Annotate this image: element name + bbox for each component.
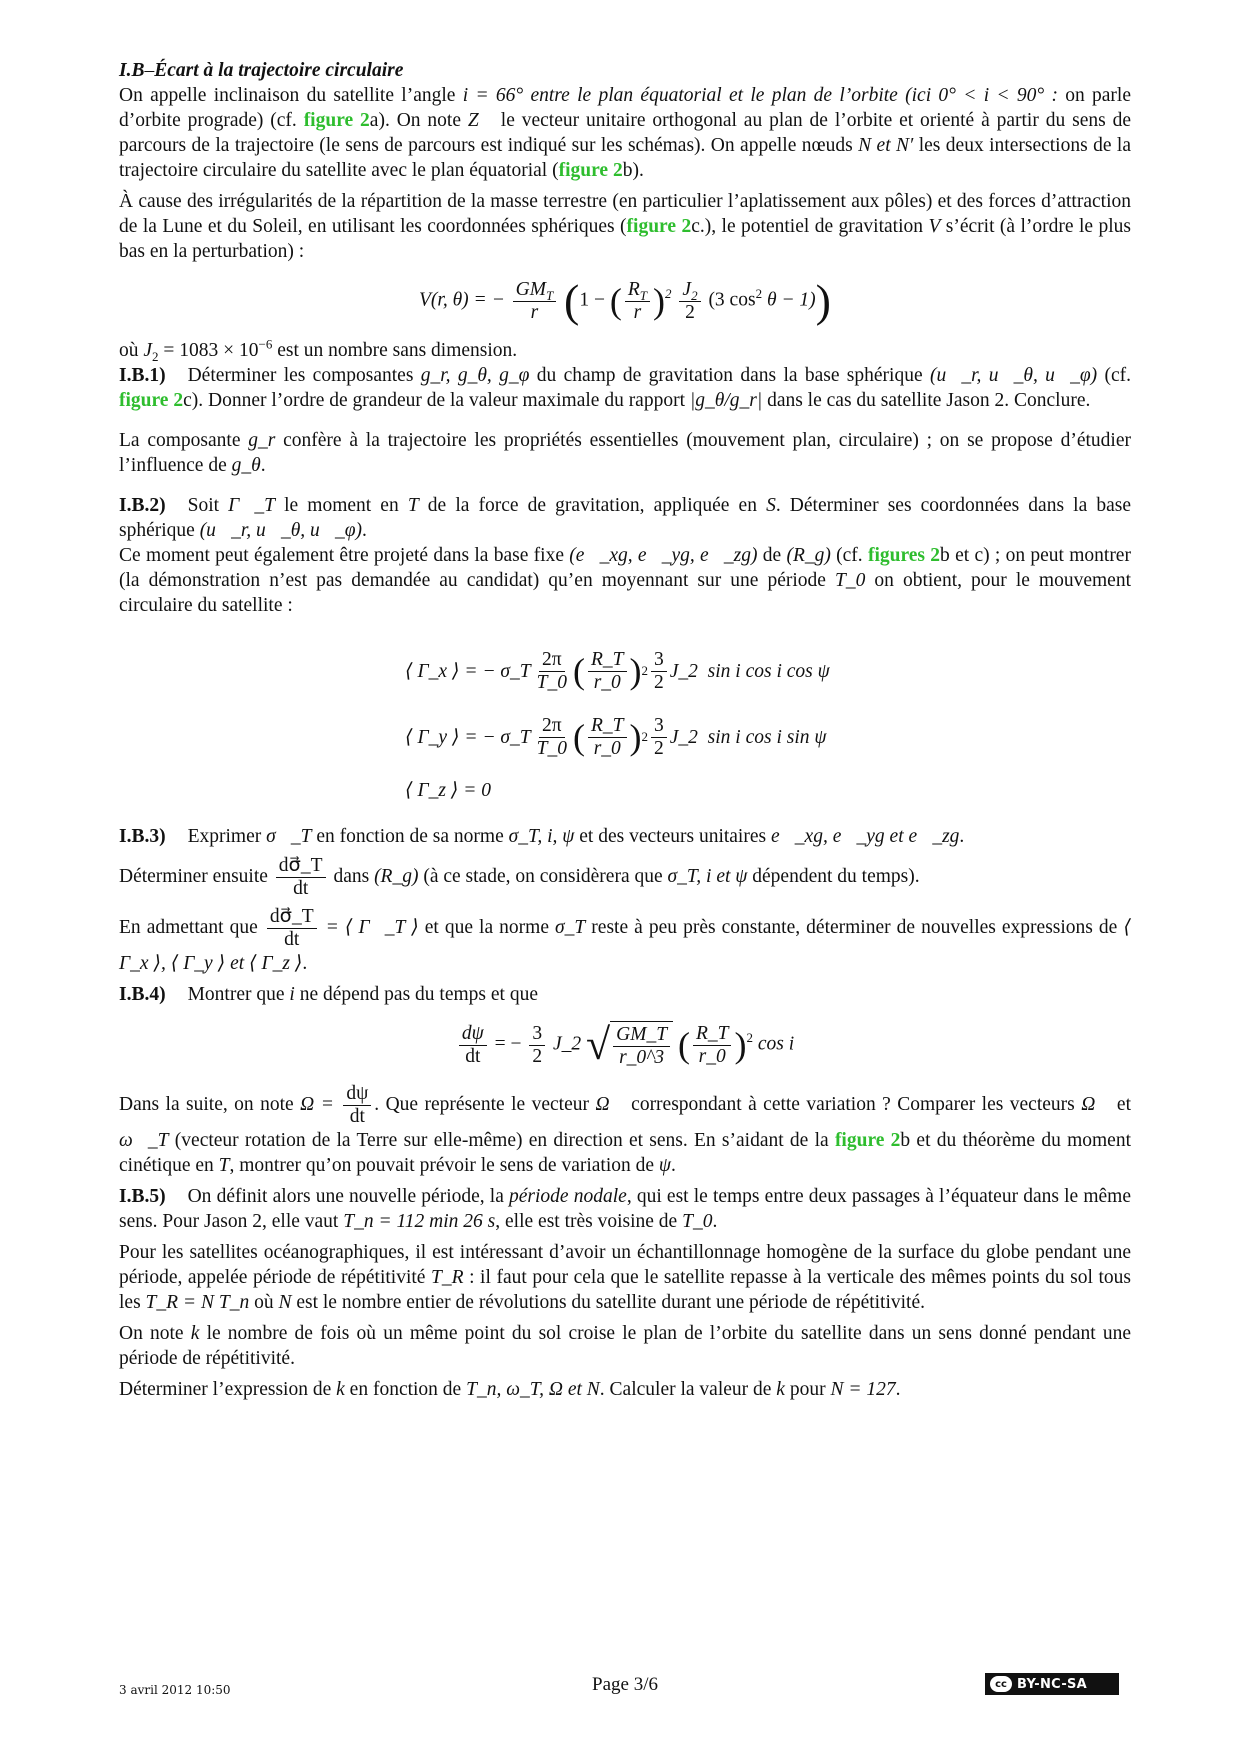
math-inline: σ_T bbox=[555, 916, 586, 938]
math-inline: ⟨ Γ_x ⟩, ⟨ Γ_y ⟩ et ⟨ Γ_z ⟩ bbox=[119, 916, 1131, 974]
fraction bbox=[513, 279, 557, 324]
math-inline: (e⃗_xg, e⃗_yg, e⃗_zg) bbox=[569, 545, 758, 566]
text: Exprimer bbox=[187, 826, 267, 847]
eq-part: r bbox=[530, 301, 539, 323]
math-inline: V bbox=[928, 216, 941, 237]
equation-gamma-block bbox=[405, 638, 1131, 810]
math-inline: T bbox=[407, 495, 419, 516]
figure-link[interactable]: figure 2 bbox=[558, 160, 623, 181]
text: c). Donner l’ordre de grandeur de la valeur maximale du rapport bbox=[183, 390, 690, 411]
text: dépendent du temps). bbox=[747, 865, 920, 887]
paragraph-admettant bbox=[119, 906, 1131, 976]
section-label: I.B bbox=[119, 60, 145, 81]
text: . bbox=[302, 953, 308, 974]
text: On définit alors une nouvelle période, la bbox=[187, 1186, 510, 1207]
math-inline: (R_g) bbox=[374, 865, 419, 887]
text: . Déterminer ses coordonnées dans la base sphérique bbox=[119, 495, 1131, 541]
paragraph-omega bbox=[119, 1083, 1131, 1178]
figure-link[interactable]: figure 2 bbox=[626, 216, 692, 237]
equation-dpsi: $\frac{d\psi}{dt}$ = − $\frac{3}{2}$ J_2 √ $\frac{GM\_T}{r\_0\^{}3}$ ( $\frac{R\_T}{r\_0}$ )$^2$ cos i bbox=[119, 1021, 1131, 1069]
text: pour bbox=[784, 1379, 831, 1400]
math-inline: i = 66° entre le plan équatorial et le plan de l’orbite (ici 0° < i < 90° : bbox=[462, 85, 1058, 106]
text: Pour les satellites océanographiques, il est intéressant d’avoir un échantillonnage homogène de la surface du globe pendant une période, appelée période de répétitivité bbox=[119, 1242, 1131, 1288]
paragraph-repetitivite bbox=[119, 1240, 1131, 1315]
text: Déterminer ensuite bbox=[119, 865, 273, 887]
math-inline: (R_g) bbox=[786, 545, 831, 566]
eq-part: R_T bbox=[693, 1023, 732, 1046]
eq-part: 2π bbox=[539, 715, 565, 738]
fraction bbox=[343, 1083, 371, 1128]
footer-date: 3 avril 2012 10:50 bbox=[119, 1683, 231, 1697]
math-inline: Ω = bbox=[300, 1093, 341, 1115]
eq-part: R_T bbox=[588, 715, 627, 738]
text: Montrer que bbox=[187, 984, 290, 1005]
eq-part: V(r, θ) = − bbox=[419, 289, 505, 311]
math-inline: T_0 bbox=[835, 570, 866, 591]
text-italic: période nodale bbox=[509, 1186, 627, 1207]
equation-gamma-z bbox=[405, 770, 1131, 810]
text: (à ce stade, on considèrera que bbox=[418, 865, 668, 887]
eq-part: 2 bbox=[654, 671, 664, 693]
math-inline: S bbox=[766, 495, 776, 516]
math-inline: Γ⃗_T bbox=[228, 495, 275, 516]
paragraph-k-expression bbox=[119, 1377, 1131, 1402]
eq-part: 2 bbox=[755, 285, 763, 301]
math-inline: (u⃗_r, u⃗_θ, u⃗_φ) bbox=[199, 520, 362, 541]
text: = 1083 × 10 bbox=[158, 340, 259, 361]
math-inline: |g_θ/g_r| bbox=[689, 390, 763, 411]
text: , qui est le temps entre deux passages à l’équateur dans le même sens. Pour Jason 2, elle vaut bbox=[119, 1186, 1131, 1232]
question-label: I.B.3) bbox=[119, 826, 166, 847]
fraction bbox=[651, 715, 667, 760]
text: et bbox=[1110, 1093, 1132, 1115]
text: correspondant à cette variation ? Comparer les vecteurs bbox=[624, 1093, 1082, 1115]
eq-part: J_2 bbox=[552, 1033, 582, 1055]
eq-part: 3 bbox=[529, 1023, 545, 1046]
text: (cf. bbox=[830, 545, 868, 566]
text: s’écrit (à l’ordre le plus bas en la perturbation) : bbox=[119, 216, 1132, 262]
text: En admettant que bbox=[119, 916, 264, 938]
eq-part: GM bbox=[515, 278, 546, 300]
paragraph-potentiel bbox=[119, 189, 1131, 264]
math-inline: N et N′ bbox=[858, 135, 914, 156]
paragraph-dsigma bbox=[119, 855, 1131, 900]
text: on parle d’orbite prograde) (cf. bbox=[119, 85, 1131, 131]
eq-part: T bbox=[639, 287, 648, 303]
text: . bbox=[959, 826, 965, 847]
math-inline: k bbox=[336, 1379, 345, 1400]
text: reste à peu près constante, déterminer de nouvelles expressions de bbox=[585, 916, 1124, 938]
math-inline: = ⟨ Γ⃗_T ⟩ bbox=[319, 916, 419, 938]
math-inline: 2 bbox=[152, 348, 159, 364]
eq-part: J_2 bbox=[669, 726, 698, 748]
question-ib3 bbox=[119, 824, 1131, 849]
eq-part: T_0 bbox=[536, 671, 567, 693]
text: les deux intersections de la trajectoire circulaire du satellite avec le plan équatorial ( bbox=[119, 135, 1131, 181]
section-dash: – bbox=[144, 60, 155, 81]
section-heading bbox=[119, 58, 1131, 83]
math-inline: Z⃗ bbox=[467, 110, 494, 131]
fraction bbox=[534, 649, 570, 694]
text: le nombre de fois où un même point du sol croise le plan de l’orbite du satellite dans un sens donné pendant une période de répétitivité. bbox=[119, 1323, 1132, 1369]
text: où bbox=[119, 340, 144, 361]
text: b). bbox=[622, 160, 644, 181]
fraction bbox=[679, 279, 700, 324]
text: Ce moment peut également être projeté dans la base fixe bbox=[119, 545, 570, 566]
paragraph-j2 bbox=[119, 338, 1131, 363]
math-inline: N = 127 bbox=[830, 1379, 896, 1400]
eq-part: GM_T bbox=[613, 1024, 670, 1047]
text: en fonction de sa norme bbox=[311, 826, 509, 847]
text: en fonction de bbox=[344, 1379, 467, 1400]
fraction bbox=[276, 855, 326, 900]
eq-part: 3 bbox=[651, 715, 667, 738]
text: On appelle inclinaison du satellite l’angle bbox=[119, 85, 463, 106]
question-ib1 bbox=[119, 363, 1131, 413]
eq-part: r_0 bbox=[593, 671, 621, 693]
figure-link[interactable]: figure 2 bbox=[834, 1130, 901, 1151]
text: ne dépend pas du temps et que bbox=[294, 984, 538, 1005]
fraction bbox=[613, 1024, 670, 1069]
text: Dans la suite, on note bbox=[119, 1093, 301, 1115]
math-inline: σ_T, i, ψ bbox=[508, 826, 575, 847]
page-number: Page 3/6 bbox=[592, 1674, 658, 1695]
text: b et du théorème du moment cinétique en bbox=[119, 1130, 1132, 1176]
text: dans le cas du satellite Jason 2. Conclure. bbox=[762, 390, 1091, 411]
text: (vecteur rotation de la Terre sur elle-même) en direction et sens. En s’aidant de la bbox=[168, 1130, 835, 1151]
fraction bbox=[459, 1023, 487, 1068]
question-label: I.B.5) bbox=[119, 1186, 166, 1207]
fraction bbox=[588, 649, 627, 694]
eq-part: r bbox=[633, 301, 642, 323]
math-inline: T bbox=[218, 1155, 230, 1176]
question-label: I.B.4) bbox=[119, 984, 166, 1005]
text: Déterminer l’expression de bbox=[119, 1379, 337, 1400]
eq-part: 1 − bbox=[579, 289, 605, 311]
equation-gamma-y: ⟨ Γ_y ⟩ = − σ_T $\frac{2\pi}{T\_0}$ ( $\frac{R\_T}{r\_0}$ ) 2 $\frac{3}{2}$ J_2 sin i cos i sin ψ bbox=[405, 714, 827, 759]
question-label: I.B.1) bbox=[119, 365, 166, 386]
eq-part: 2 bbox=[685, 301, 695, 323]
eq-part: R_T bbox=[588, 649, 627, 672]
eq-part: 3 bbox=[651, 649, 667, 672]
license-badge[interactable] bbox=[985, 1673, 1119, 1695]
eq-part: T bbox=[545, 287, 554, 303]
math-inline: ω⃗_T bbox=[119, 1130, 169, 1151]
text: de la force de gravitation, appliquée en bbox=[418, 495, 767, 516]
eq-part: dσ⃗_T bbox=[267, 906, 317, 929]
text: . bbox=[671, 1155, 676, 1176]
math-inline: T_R = N T_n bbox=[145, 1292, 250, 1313]
text: de bbox=[757, 545, 787, 566]
eq-part: = − bbox=[494, 1033, 522, 1055]
figure-link[interactable]: figure 2 bbox=[119, 390, 184, 411]
text: La composante bbox=[119, 430, 249, 451]
math-inline: T_n, ω_T, Ω et N bbox=[466, 1379, 600, 1400]
paragraph-k bbox=[119, 1321, 1131, 1371]
eq-part: J bbox=[682, 278, 692, 300]
eq-part: dt bbox=[465, 1045, 481, 1067]
text: c.), le potentiel de gravitation bbox=[691, 216, 929, 237]
math-inline: σ_T, i et ψ bbox=[667, 865, 748, 887]
page-footer bbox=[119, 1672, 1131, 1700]
eq-part: dt bbox=[284, 929, 300, 950]
text: b et c) ; on peut montrer (la démonstration n’est pas demandée au candidat) qu’en moyennant sur une période bbox=[119, 545, 1131, 591]
eq-part: r_0^3 bbox=[619, 1047, 665, 1068]
eq-part: J_2 bbox=[669, 660, 698, 682]
eq-part: cos i bbox=[757, 1033, 795, 1055]
math-inline: e⃗_xg, e⃗_yg et e⃗_zg bbox=[770, 826, 960, 847]
math-inline: T_R bbox=[431, 1267, 464, 1288]
text: . bbox=[361, 520, 367, 541]
fraction bbox=[625, 279, 650, 324]
figure-link[interactable]: figures 2 bbox=[867, 545, 941, 566]
math-inline: Ω⃗ bbox=[1081, 1093, 1111, 1115]
math-inline: i bbox=[289, 984, 295, 1005]
math-inline: σ⃗_T bbox=[266, 826, 312, 847]
fraction bbox=[588, 715, 627, 760]
fraction bbox=[651, 649, 667, 694]
text: : il faut pour cela que le satellite repasse à la verticale des mêmes points du sol tous les bbox=[119, 1267, 1131, 1313]
text: où bbox=[249, 1292, 279, 1313]
math-inline: −6 bbox=[258, 336, 273, 352]
text: , montrer qu’on pouvait prévoir le sens de variation de bbox=[229, 1155, 659, 1176]
eq-part: sin i cos i sin ψ bbox=[707, 726, 827, 748]
math-inline: T_0 bbox=[682, 1211, 713, 1232]
math-inline: T_n = 112 min 26 s bbox=[343, 1211, 496, 1232]
eq-part: ⟨ Γ_z ⟩ = 0 bbox=[405, 779, 492, 801]
text: est un nombre sans dimension. bbox=[272, 340, 518, 361]
text: et que la norme bbox=[418, 916, 556, 938]
text: Soit bbox=[187, 495, 229, 516]
text: on obtient, pour le mouvement circulaire du satellite : bbox=[119, 570, 1131, 616]
fraction bbox=[529, 1023, 545, 1068]
eq-part: 2 bbox=[665, 285, 672, 301]
math-inline: k bbox=[776, 1379, 785, 1400]
eq-part: sin i cos i cos ψ bbox=[707, 660, 830, 682]
text: le vecteur unitaire orthogonal au plan de l’orbite et orienté à partir du sens de parcours de la trajectoire (le sens de parcours est indiqué sur les schémas). On appelle nœuds bbox=[119, 110, 1131, 156]
eq-part: 2 bbox=[532, 1045, 543, 1067]
eq-part: R bbox=[627, 278, 640, 300]
eq-part: θ − 1) bbox=[762, 289, 816, 311]
text: (cf. bbox=[1097, 365, 1131, 386]
eq-part: 2 bbox=[654, 737, 664, 759]
text: . bbox=[895, 1379, 901, 1400]
paragraph-inclinaison bbox=[119, 83, 1131, 183]
text: a). On note bbox=[369, 110, 468, 131]
text: , elle est très voisine de bbox=[495, 1211, 683, 1232]
math-inline: Ω⃗ bbox=[595, 1093, 625, 1115]
eq-part: dt bbox=[293, 878, 309, 899]
text: du champ de gravitation dans la base sphérique bbox=[529, 365, 930, 386]
math-inline: g_θ bbox=[231, 455, 261, 476]
text: . bbox=[712, 1211, 718, 1232]
text: Déterminer les composantes bbox=[187, 365, 421, 386]
eq-part: dψ bbox=[459, 1023, 487, 1046]
paragraph-moment bbox=[119, 543, 1131, 618]
text: On note bbox=[119, 1323, 191, 1344]
cc-icon: cc bbox=[990, 1676, 1012, 1692]
text: dans bbox=[328, 865, 375, 887]
eq-part: dσ⃗_T bbox=[276, 855, 326, 878]
eq-part: 2 bbox=[691, 287, 698, 303]
eq-part: (3 cos bbox=[708, 289, 756, 311]
math-inline: ψ bbox=[658, 1155, 672, 1176]
text: . bbox=[260, 455, 266, 476]
math-inline: J bbox=[143, 340, 153, 361]
text: le moment en bbox=[275, 495, 408, 516]
math-inline: k bbox=[190, 1323, 200, 1344]
eq-part: ⟨ Γ_x ⟩ = − σ_T bbox=[405, 660, 531, 682]
math-inline: g_r bbox=[248, 430, 276, 451]
math-inline: (u⃗_r, u⃗_θ, u⃗_φ) bbox=[929, 365, 1098, 386]
question-ib5 bbox=[119, 1184, 1131, 1234]
document-page bbox=[119, 58, 1131, 1402]
math-inline: N bbox=[278, 1292, 292, 1313]
license-text: BY-NC-SA bbox=[1017, 1676, 1088, 1692]
text: et des vecteurs unitaires bbox=[574, 826, 771, 847]
eq-part: dt bbox=[349, 1106, 365, 1127]
figure-link[interactable]: figure 2 bbox=[303, 110, 370, 131]
text: . Que représente le vecteur bbox=[374, 1093, 596, 1115]
text: est le nombre entier de révolutions du satellite durant une période de répétitivité. bbox=[291, 1292, 926, 1313]
eq-part: T_0 bbox=[536, 737, 567, 759]
fraction bbox=[534, 715, 570, 760]
text: confère à la trajectoire les propriétés essentielles (mouvement plan, circulaire) ; on se propose d’étudier l’influence de bbox=[119, 430, 1131, 476]
eq-part: 2 bbox=[746, 1029, 753, 1045]
eq-part: 2π bbox=[539, 649, 565, 672]
question-ib4 bbox=[119, 982, 1131, 1007]
fraction bbox=[693, 1023, 732, 1068]
paragraph-gr bbox=[119, 428, 1131, 478]
eq-part: r_0 bbox=[698, 1045, 726, 1067]
text: À cause des irrégularités de la répartition de la masse terrestre (en particulier l’aplatissement aux pôles) et des forces d’attraction de la Lune et du Soleil, en utilisant les coordonnées sphériques ( bbox=[119, 191, 1131, 237]
eq-part: dψ bbox=[343, 1083, 371, 1106]
section-title: Écart à la trajectoire circulaire bbox=[154, 60, 404, 81]
eq-part: ⟨ Γ_y ⟩ = − σ_T bbox=[405, 726, 531, 748]
square-root: √ $\frac{GM\_T}{r\_0\^{}3}$ bbox=[586, 1021, 673, 1069]
math-inline: g_r, g_θ, g_φ bbox=[420, 365, 530, 386]
equation-potential: V(r, θ) = − $\frac{GM_T}{r}$ (1 − ( $\frac{R_T}{r}$ )$^2$ $\frac{J_2}{2}$ (3 $\cos^2 \theta - 1$)) bbox=[419, 275, 831, 326]
text: . Calculer la valeur de bbox=[599, 1379, 777, 1400]
question-label: I.B.2) bbox=[119, 495, 166, 516]
equation-gamma-x: ⟨ Γ_x ⟩ = − σ_T $\frac{2\pi}{T\_0}$ ( $\frac{R\_T}{r\_0}$ ) 2 $\frac{3}{2}$ J_2 sin i cos i cos ψ bbox=[405, 648, 830, 693]
fraction bbox=[267, 906, 317, 951]
question-ib2 bbox=[119, 493, 1131, 543]
eq-part: r_0 bbox=[593, 737, 621, 759]
